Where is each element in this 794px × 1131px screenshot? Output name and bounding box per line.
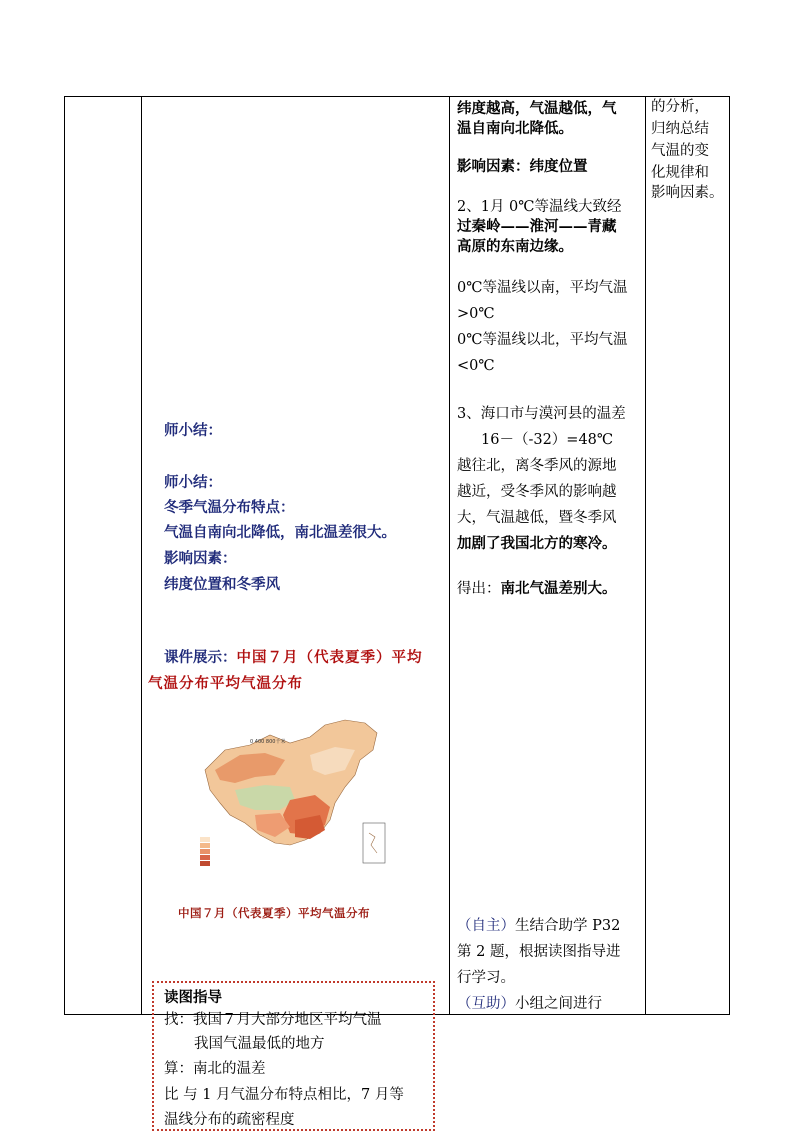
col3-p5-line4: 越近，受冬季风的影响越 [457,484,617,500]
col3-p4-line3: 0℃等温线以北，平均气温 [457,332,628,348]
reading-guide-line3: 算：南北的温差 [164,1061,266,1077]
col3-p1-line2: 温自南向北降低。 [457,120,573,137]
courseware-title-b: 气温分布平均气温分布 [148,675,303,692]
self-study-tag: （自主） [457,918,515,934]
teacher-summary-2: 师小结： [164,474,222,491]
reading-guide-line5: 温线分布的疏密程度 [164,1112,295,1128]
col3-p4-line1: 0℃等温线以南，平均气温 [457,280,628,296]
col4-line2: 归纳总结 [651,121,709,137]
col3-p5-line2: 16－（-32）=48℃ [481,432,614,448]
col3-p3-line3: 高原的东南边缘。 [457,238,573,255]
column-divider-1 [141,96,142,1015]
col3-p3-line2: 过秦岭——淮河——青藏 [457,218,617,235]
courseware-line1 [164,648,423,668]
mutual-help-text: 小组之间进行 [515,996,602,1012]
map-inset-islands [369,833,377,853]
col3-p5-line6: 加剧了我国北方的寒冷。 [457,535,617,552]
col3-self-study-line3: 行学习。 [457,970,515,986]
map-landmass [205,720,377,845]
courseware-title-a: 中国７月（代表夏季）平均 [236,649,423,666]
col3-conclusion-prefix: 得出： [457,581,501,597]
col3-p3-line1: 2、1月 0℃等温线大致经 [457,199,622,215]
col4-line5: 影响因素。 [651,185,724,201]
col3-p5-line1: 3、海口市与漠河县的温差 [457,406,626,422]
column-divider-3 [645,96,646,1015]
mutual-help-tag: （互助） [457,996,515,1012]
reading-guide-line2: 我国气温最低的地方 [194,1036,325,1052]
col3-p1-line1: 纬度越高，气温越低，气 [457,100,617,117]
winter-feature-title: 冬季气温分布特点： [164,499,295,516]
map-scale: 0 400 800千米 [250,739,286,745]
self-study-text: 生结合助学 P32 [515,918,621,934]
map-inset-south-sea [363,823,385,863]
col3-p4-line2: >0℃ [457,306,495,322]
reading-guide-line4: 比 与 1 月气温分布特点相比，7 月等 [164,1087,404,1103]
reading-guide-title: 读图指导 [164,989,222,1006]
col4-line1: 的分析， [651,99,709,115]
teacher-summary-1: 师小结： [164,422,222,439]
map-legend [200,837,210,866]
col3-self-study-line1 [457,916,620,936]
col3-p4-line4: <0℃ [457,358,495,374]
col3-p5-line3: 越往北，离冬季风的源地 [457,458,617,474]
col3-p5-line5: 大，气温越低，暨冬季风 [457,510,617,526]
col3-conclusion [457,579,617,599]
china-july-temperature-map [195,715,390,880]
col4-line3: 气温的变 [651,143,709,159]
col3-conclusion-bold: 南北气温差别大。 [500,580,617,597]
col3-self-study-line2: 第 2 题，根据读图指导进 [457,944,621,960]
influence-text: 纬度位置和冬季风 [164,576,280,593]
col4-line4: 化规律和 [651,165,709,181]
courseware-label: 课件展示： [164,649,237,666]
winter-feature-text: 气温自南向北降低，南北温差很大。 [164,524,396,541]
col3-influence: 影响因素：纬度位置 [457,158,588,175]
col3-mutual-help [457,994,602,1014]
influence-title: 影响因素： [164,550,237,567]
map-caption: 中国７月（代表夏季）平均气温分布 [178,906,370,920]
column-divider-2 [449,96,450,1015]
reading-guide-line1: 找：我国７月大部分地区平均气温 [164,1012,382,1028]
